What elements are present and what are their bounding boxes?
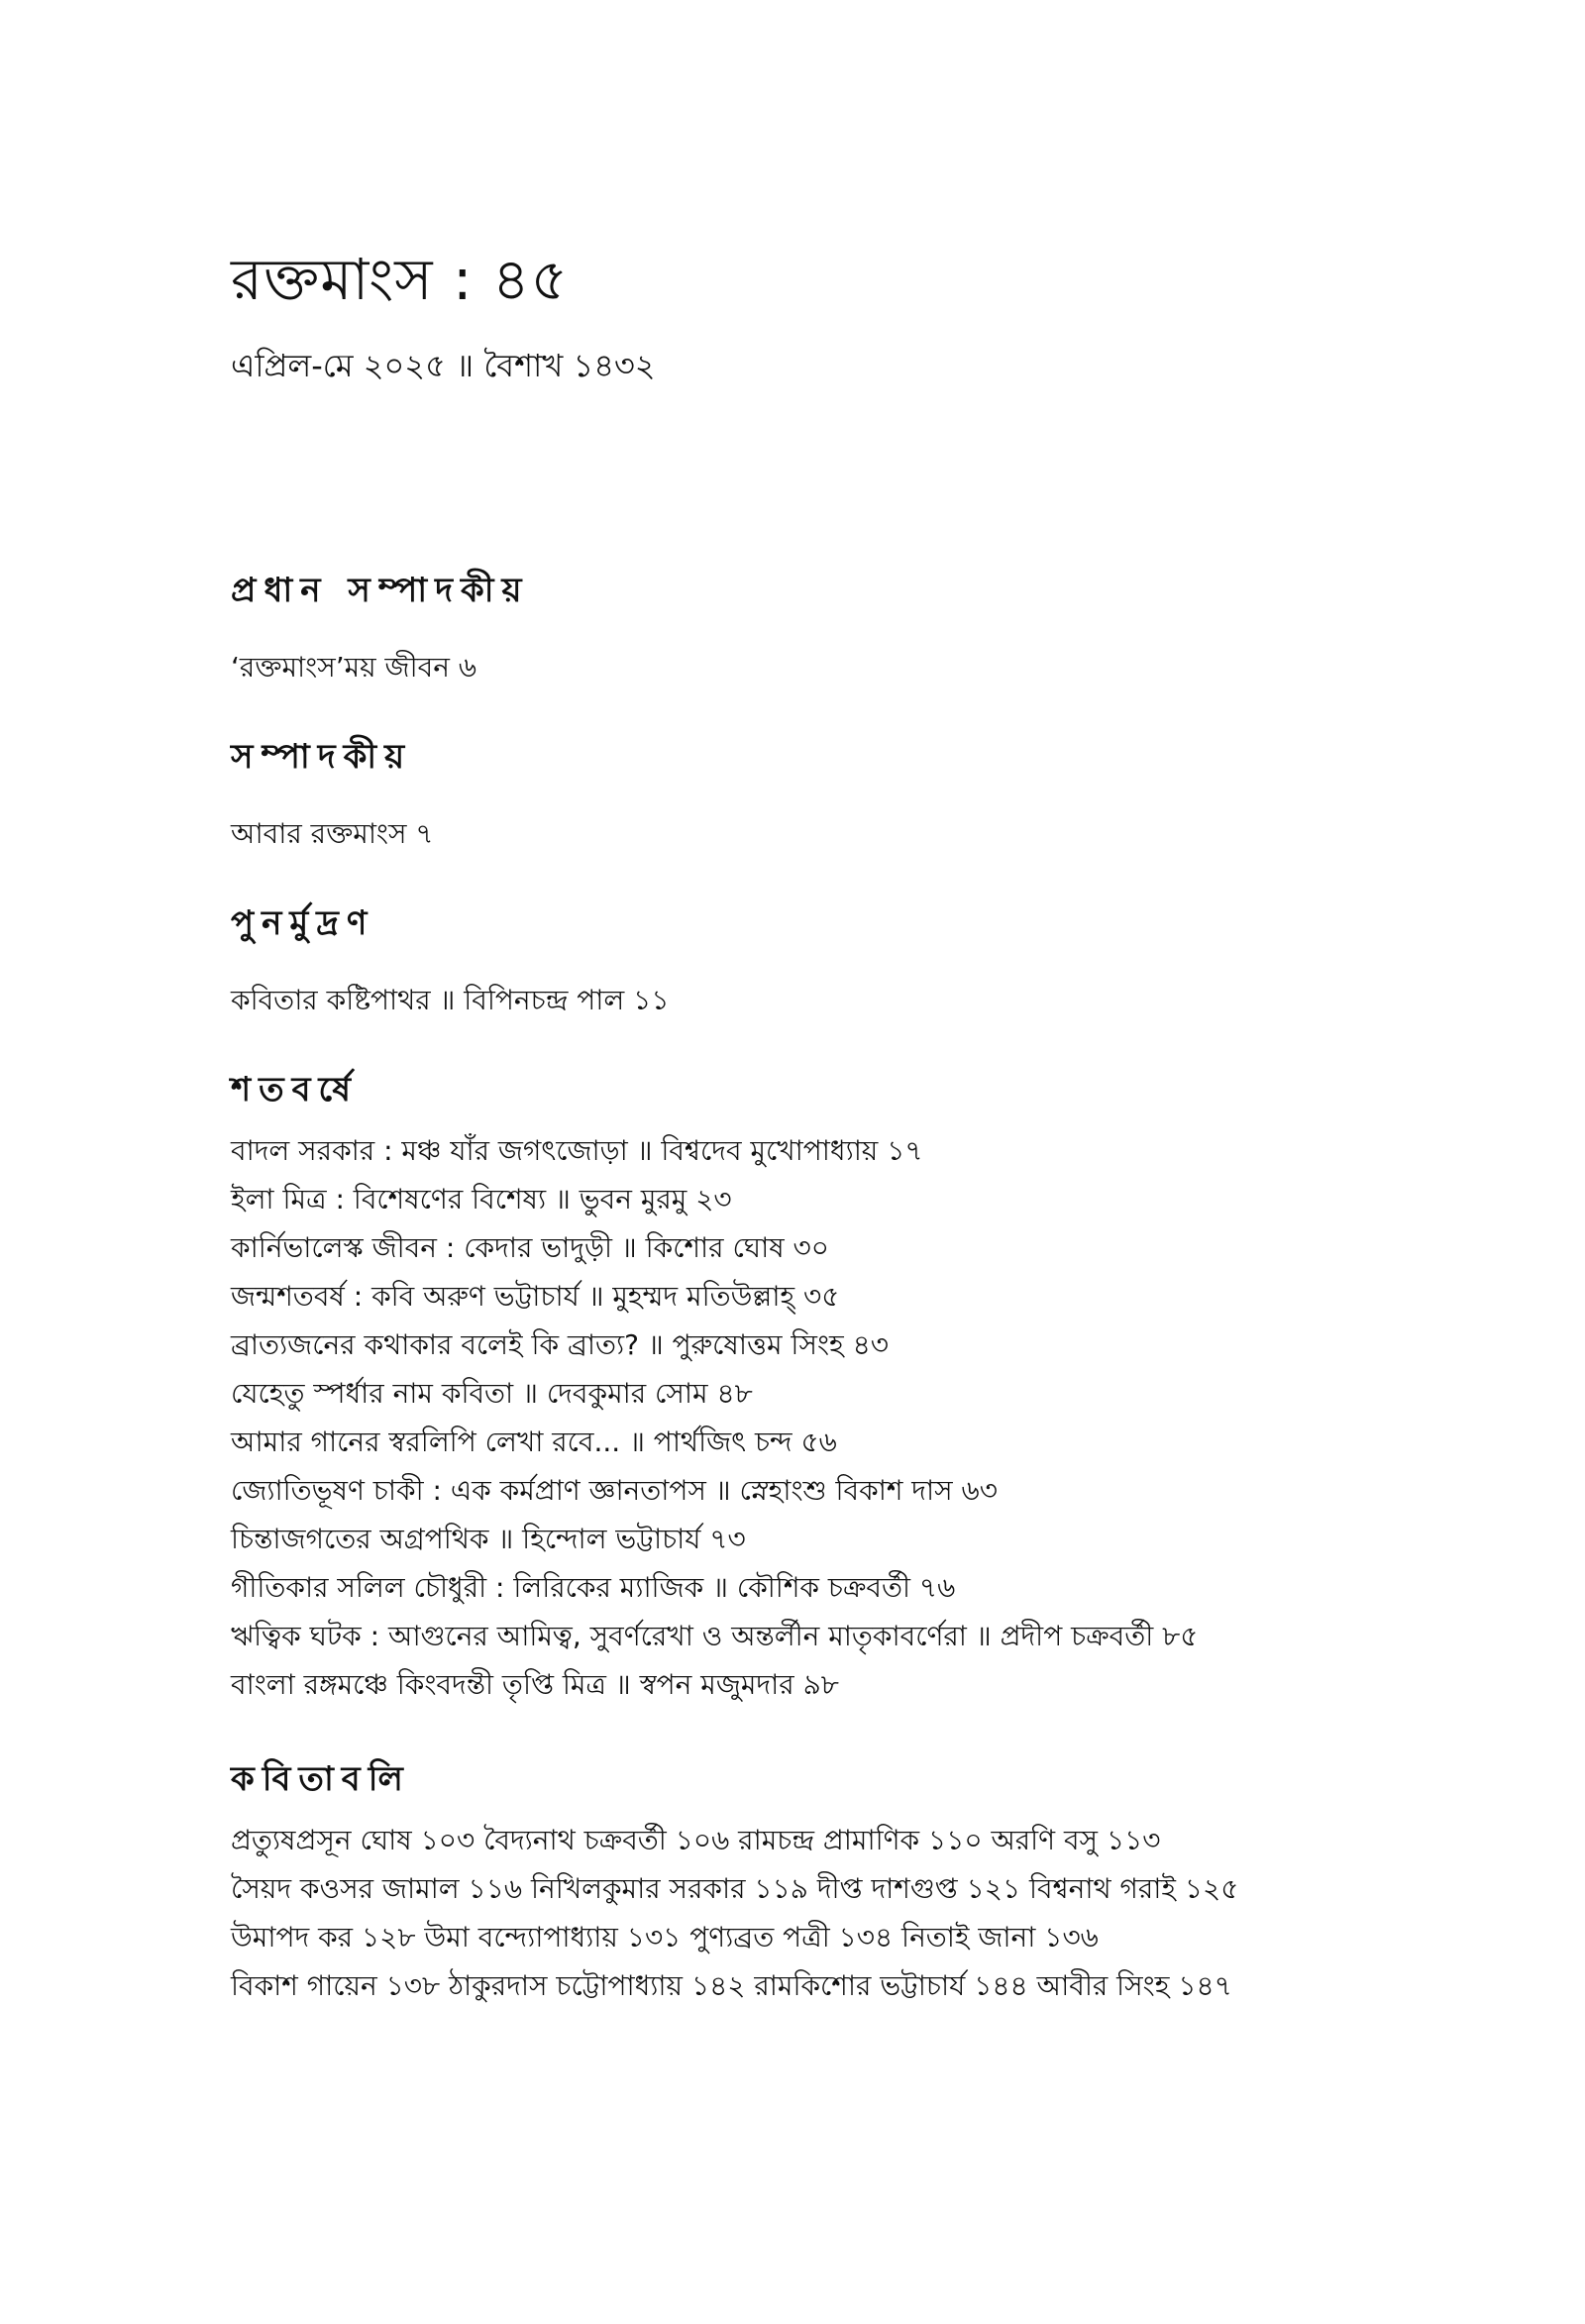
- section-heading: শতবর্ষে: [231, 1070, 359, 1109]
- contents-entry: যেহেতু স্পর্ধার নাম কবিতা ॥ দেবকুমার সোম ৪৮: [231, 1377, 753, 1410]
- section-heading: কবিতাবলি: [231, 1759, 411, 1799]
- contents-entry: গীতিকার সলিল চৌধুরী : লিরিকের ম্যাজিক ॥ কৌশিক চক্রবর্তী ৭৬: [231, 1571, 956, 1604]
- contents-entry: চিন্তাজগতের অগ্রপথিক ॥ হিন্দোল ভট্টাচার্য ৭৩: [231, 1523, 746, 1555]
- contents-entry: বিকাশ গায়েন ১৩৮ ঠাকুরদাস চট্টোপাধ্যায় ১৪২ রামকিশোর ভট্টাচার্য ১৪৪ আবীর সিংহ ১৪৭: [231, 1969, 1232, 2002]
- section-heading: প্রধান সম্পাদকীয়: [231, 571, 530, 610]
- contents-entry: বাদল সরকার : মঞ্চ যাঁর জগৎজোড়া ॥ বিশ্বদেব মুখোপাধ্যায় ১৭: [231, 1134, 923, 1167]
- contents-entry: কার্নিভালেস্ক জীবন : কেদার ভাদুড়ী ॥ কিশোর ঘোষ ৩০: [231, 1231, 829, 1264]
- contents-entry: ব্রাত্যজনের কথাকার বলেই কি ব্রাত্য? ॥ পুরুষোত্তম সিংহ ৪৩: [231, 1328, 889, 1361]
- section-reprint: [231, 898, 1469, 1024]
- contents-entry: ইলা মিত্র : বিশেষণের বিশেষ্য ॥ ভুবন মুরমু ২৩: [231, 1183, 732, 1215]
- contents-entry: আমার গানের স্বরলিপি লেখা রবে... ॥ পার্থজিৎ চন্দ ৫৬: [231, 1426, 837, 1458]
- contents-entry: আবার রক্তমাংস ৭: [231, 817, 434, 850]
- contents-entry: কবিতার কষ্টিপাথর ॥ বিপিনচন্দ্র পাল ১১: [231, 984, 670, 1016]
- section-centenary: [231, 1064, 1469, 1709]
- magazine-title: রক্তমাংস : ৪৫: [231, 246, 570, 313]
- issue-date: এপ্রিল-মে ২০২৫ ॥ বৈশাখ ১৪৩২: [231, 347, 656, 384]
- section-heading: পুনর্মুদ্রণ: [231, 903, 375, 943]
- contents-entry: প্রত্যুষপ্রসূন ঘোষ ১০৩ বৈদ্যনাথ চক্রবর্তী ১০৬ রামচন্দ্র প্রামাণিক ১১০ অরণি বসু ১১৩: [231, 1824, 1161, 1856]
- contents-entry: বাংলা রঙ্গমঞ্চে কিংবদন্তী তৃপ্তি মিত্র ॥ স্বপন মজুমদার ৯৮: [231, 1668, 839, 1701]
- section-poems: [231, 1753, 1469, 2010]
- section-chief-editorial: [231, 565, 1469, 691]
- contents-entry: জ্যোতিভূষণ চাকী : এক কর্মপ্রাণ জ্ঞানতাপস ॥ স্নেহাংশু বিকাশ দাস ৬৩: [231, 1474, 998, 1507]
- contents-entry: উমাপদ কর ১২৮ উমা বন্দ্যোপাধ্যায় ১৩১ পুণ্যব্রত পত্রী ১৩৪ নিতাই জানা ১৩৬: [231, 1921, 1099, 1954]
- contents-entry: জন্মশতবর্ষ : কবি অরুণ ভট্টাচার্য ॥ মুহম্মদ মতিউল্লাহ্‌ ৩৫: [231, 1280, 840, 1313]
- section-heading: সম্পাদকীয়: [231, 737, 413, 777]
- contents-entry: ‘রক্তমাংস’ময় জীবন ৬: [231, 651, 477, 684]
- section-editorial: [231, 731, 1469, 858]
- contents-entry: সৈয়দ কওসর জামাল ১১৬ নিখিলকুমার সরকার ১১৯ দীপ্ত দাশগুপ্ত ১২১ বিশ্বনাথ গরাই ১২৫: [231, 1872, 1239, 1905]
- contents-entry: ঋত্বিক ঘটক : আগুনের আমিত্ব, সুবর্ণরেখা ও অন্তর্লীন মাতৃকাবর্ণেরা ॥ প্রদীপ চক্রবর্তী ৮৫: [231, 1620, 1199, 1652]
